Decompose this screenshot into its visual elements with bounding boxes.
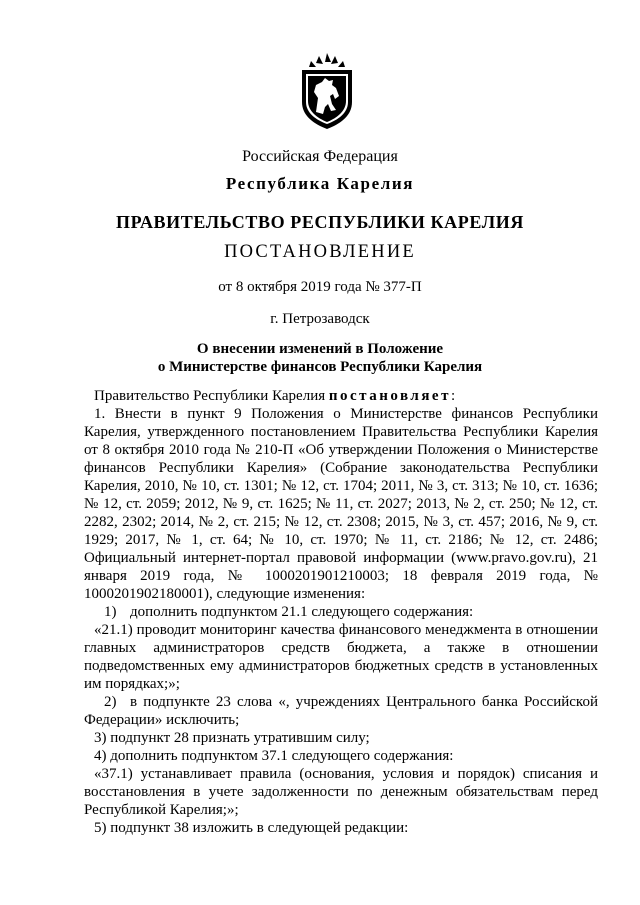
item-2 (84, 693, 598, 729)
title-line-1: О внесении изменений в Положение (196, 341, 444, 357)
intro-paragraph (84, 387, 598, 405)
document-body (84, 387, 598, 837)
item-1 (84, 603, 598, 621)
intro-prefix: Правительство Республики Карелия (94, 388, 326, 404)
document-type: ПОСТАНОВЛЕНИЕ (224, 242, 416, 262)
document-date-number: от 8 октября 2019 года № 377-П (218, 279, 422, 295)
document-title (0, 340, 640, 376)
republic-name: Республика Карелия (225, 174, 415, 193)
paragraph-1: 1. Внести в пункт 9 Положения о Министерстве финансов Республики Карелия, утвержденного постановлением Правительства Республики Карелия от 8 октября 2010 года № 210-П «Об утверждении Положения о Министерстве финансов Республики Карелия» (Собрание законодательства Республики Карелия, 2010, № 10, ст. 1301; № 12, ст. 1704; 2011, № 3, ст. 313; № 10, ст. 1636; № 12, ст. 2059; 2012, № 9, ст. 1625; № 11, ст. 2027; 2013, № 2, ст. 250; № 12, ст. 2282, 2302; 2014, № 2, ст. 215; № 12, ст. 2308; 2015, № 3, ст. 457; 2016, № 9, ст. 1929; 2017, № 1, ст. 64; № 10, ст. 1970; № 11, ст. 2186; № 12, ст. 2486; Официальный интернет-портал правовой информации (www.pravo.gov.ru), 21 января 2019 года, № 1000201901210003; 18 февраля 2019 года, № 1000201902180001), следующие изменения: (84, 406, 598, 602)
item-2-number: 2) (104, 694, 117, 710)
item-1-quote: «21.1) проводит мониторинг качества финансового менеджмента в отношении главных администраторов средств бюджета, а также в отношении подведомственных ему администраторов бюджетных средств в установленных им порядках;»; (84, 622, 598, 692)
intro-decree-word: постановляет (328, 388, 451, 404)
government-name: ПРАВИТЕЛЬСТВО РЕСПУБЛИКИ КАРЕЛИЯ (116, 212, 524, 232)
item-3: 3) подпункт 28 признать утратившим силу; (94, 730, 370, 746)
title-line-2: о Министерстве финансов Республики Карелия (157, 359, 483, 375)
document-city: г. Петрозаводск (270, 311, 370, 327)
karelia-coat-of-arms-icon (298, 52, 356, 130)
item-4: 4) дополнить подпунктом 37.1 следующего содержания: (94, 748, 454, 764)
intro-suffix: : (450, 388, 456, 404)
item-5: 5) подпункт 38 изложить в следующей редакции: (94, 820, 409, 836)
item-1-text: дополнить подпунктом 21.1 следующего содержания: (130, 604, 474, 620)
country-name: Российская Федерация (242, 148, 398, 165)
item-2-text: в подпункте 23 слова «, учреждениях Центрального банка Российской Федерации» исключить; (84, 694, 598, 728)
item-4-quote: «37.1) устанавливает правила (основания, условия и порядок) списания и восстановления в учете задолженности по денежным обязательствам перед Республикой Карелия;»; (84, 766, 598, 818)
item-1-number: 1) (104, 604, 117, 620)
